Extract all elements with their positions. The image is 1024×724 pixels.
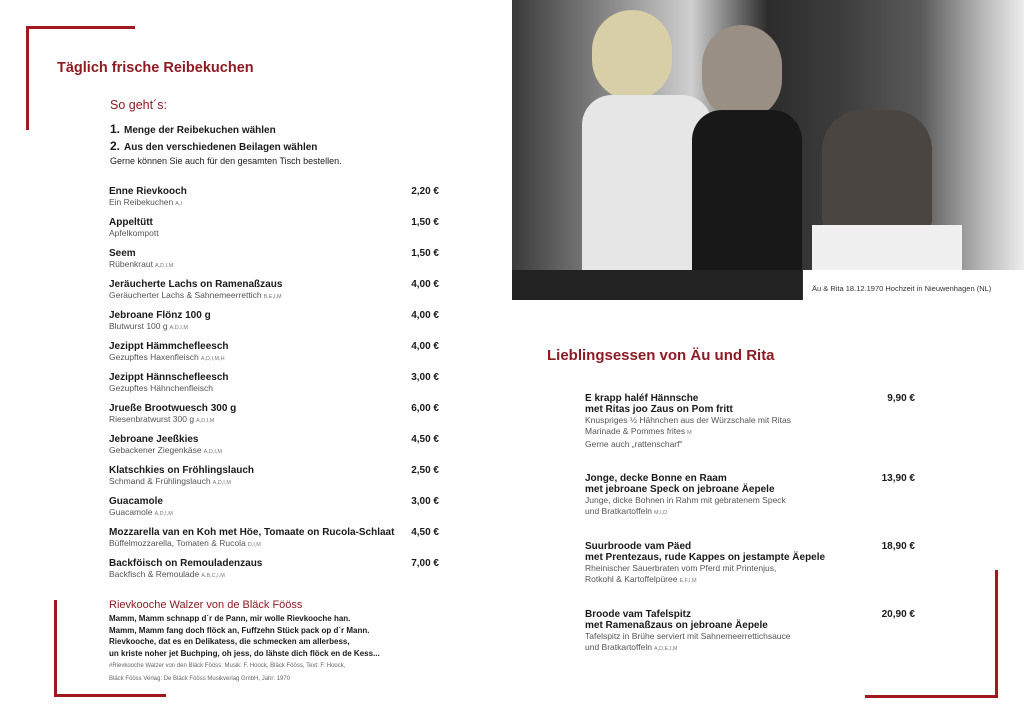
menu-item — [109, 341, 439, 372]
photo-table — [812, 225, 962, 270]
item-name: Broode vam Tafelspitz — [585, 609, 691, 620]
lyric-line: Mamm, Mamm schnapp d´r de Pann, mir wolle Rievkooche han. — [109, 614, 351, 623]
item-description: Junge, dicke Bohnen in Rahm mit gebratenem Speck — [585, 495, 786, 505]
corner-bracket — [54, 694, 166, 697]
item-price: 3,00 € — [411, 496, 439, 507]
photo-figure — [702, 25, 782, 120]
item-description: Gerne auch „rattenscharf“ — [585, 439, 683, 449]
item-allergens: A,D,I,M,H — [200, 356, 225, 362]
item-subtitle: met jebroane Speck on jebroane Äepele — [585, 484, 775, 495]
item-description: Rheinischer Sauerbraten vom Pferd mit Printenjus, — [585, 563, 777, 573]
item-price: 9,90 € — [887, 393, 915, 404]
item-description: Guacamole — [109, 507, 153, 517]
item-allergens: A,D,I,M — [169, 325, 188, 331]
song-lyrics — [109, 599, 409, 685]
section-title-lieblingsessen: Lieblingsessen von Äu und Rita — [547, 347, 775, 364]
step-text: Aus den verschiedenen Beilagen wählen — [124, 142, 318, 153]
item-name: Jezippt Hämmchefleesch — [109, 341, 229, 352]
corner-bracket — [54, 600, 57, 697]
item-description: Backfisch & Remoulade — [109, 569, 200, 579]
corner-bracket — [995, 570, 998, 698]
item-price: 4,00 € — [411, 310, 439, 321]
item-price: 4,50 € — [411, 434, 439, 445]
photo-figure — [692, 110, 802, 270]
song-credits: Bläck Fööss Verlag: De Bläck Fööss Musikverlag GmbH, Jahr: 1970 — [109, 676, 291, 682]
item-allergens: M,I,D — [653, 510, 668, 516]
item-price: 1,50 € — [411, 248, 439, 259]
menu-item — [585, 473, 915, 519]
item-allergens: B,E,I,M — [263, 294, 282, 300]
step-number: 2. — [110, 139, 121, 153]
lyric-line: un kriste noher jet Buchping, oh jess, do lähste dich flöck en de Kess... — [109, 648, 380, 658]
item-allergens: A,D,I,M — [154, 511, 173, 517]
item-name: Klatschkies on Fröhlingslauch — [109, 465, 255, 476]
item-name: Jeräucherte Lachs on Ramenaßzaus — [109, 279, 283, 290]
item-subtitle: met Ramenaßzaus on jebroane Äepele — [585, 620, 768, 631]
item-price: 4,00 € — [411, 279, 439, 290]
section-title-reibekuchen: Täglich frische Reibekuchen — [57, 60, 254, 76]
corner-bracket — [27, 26, 135, 29]
item-allergens: A,D,I,M — [196, 418, 215, 424]
item-name: Jonge, decke Bonne en Raam — [585, 473, 727, 484]
item-allergens: A,D,I,M — [154, 263, 174, 269]
item-description: Knuspriges ½ Hähnchen aus der Würzschale mit Ritas — [585, 415, 791, 425]
song-credits: #Rievkooche Walzer von den Bläck Fööss: Musik: F. Hoock, Bläck Fööss, Text: F. Hoock, — [109, 663, 346, 669]
lyric-line: Mamm, Mamm fang doch flöck an, Fuffzehn Stück pack op d´r Mann. — [109, 625, 370, 635]
item-price: 2,20 € — [411, 186, 439, 197]
item-name: Enne Rievkooch — [109, 186, 187, 197]
menu-item — [109, 434, 439, 465]
item-name: Appeltütt — [109, 217, 153, 228]
item-description: Apfelkompott — [109, 228, 159, 238]
item-name: Jebroane Jeeßkies — [109, 434, 199, 445]
corner-bracket — [26, 26, 29, 130]
menu-item — [109, 465, 439, 496]
item-name: Jebroane Flönz 100 g — [109, 310, 211, 321]
item-price: 7,00 € — [411, 558, 439, 569]
menu-item — [585, 609, 915, 655]
item-allergens: A,D,I,M — [203, 449, 222, 455]
item-price: 20,90 € — [881, 609, 915, 620]
item-description: und Bratkartoffeln — [585, 642, 652, 652]
item-allergens: A,B,C,I,M — [201, 573, 225, 579]
item-description: Riesenbratwurst 300 g — [109, 414, 195, 424]
item-description: Büffelmozzarella, Tomaten & Rucola — [109, 538, 246, 548]
item-description: Schmand & Frühlingslauch — [109, 476, 211, 486]
item-price: 3,00 € — [411, 372, 439, 383]
item-description: Ein Reibekuchen — [109, 197, 174, 207]
item-allergens: A,D,I,M — [212, 480, 231, 486]
how-to — [110, 98, 450, 166]
item-description: Marinade & Pommes frites — [585, 426, 686, 436]
item-subtitle: met Ritas joo Zaus on Pom fritt — [585, 404, 733, 415]
howto-note: Gerne können Sie auch für den gesamten Tisch bestellen. — [110, 156, 342, 166]
item-allergens: E,F,I,M — [679, 578, 697, 584]
menu-item — [109, 217, 439, 248]
reibekuchen-menu-list — [109, 186, 439, 589]
step-number: 1. — [110, 122, 121, 136]
item-name: Suurbroode vam Päed — [585, 541, 692, 552]
photo-figure — [592, 10, 672, 100]
menu-item — [585, 541, 915, 587]
item-description: Gezupftes Haxenfleisch — [109, 352, 199, 362]
menu-item — [109, 527, 439, 558]
corner-bracket — [865, 695, 998, 698]
item-description: und Bratkartoffeln — [585, 506, 652, 516]
menu-item — [109, 372, 439, 403]
item-subtitle: met Prentezaus, rude Kappes on jestampte Äepele — [585, 552, 826, 563]
item-description: Rübenkraut — [109, 259, 153, 269]
item-name: Jezippt Hännschefleesch — [109, 372, 229, 383]
menu-item — [109, 403, 439, 434]
menu-item — [109, 279, 439, 310]
item-name: Seem — [109, 248, 136, 259]
howto-heading: So geht´s: — [110, 98, 167, 112]
lyric-line: Rievkooche, dat es en Delikatess, die schmecken am allerbess, — [109, 637, 350, 646]
item-price: 13,90 € — [881, 473, 915, 484]
item-price: 1,50 € — [411, 217, 439, 228]
item-name: Backföisch on Remouladenzaus — [109, 558, 263, 569]
item-price: 18,90 € — [881, 541, 915, 552]
song-title: Rievkooche Walzer von de Bläck Fööss — [109, 599, 303, 611]
wedding-photo — [512, 0, 1024, 300]
item-description: Tafelspitz in Brühe serviert mit Sahnemeerrettichsauce — [585, 631, 791, 641]
step-2 — [110, 139, 450, 153]
menu-item — [109, 248, 439, 279]
item-price: 6,00 € — [411, 403, 439, 414]
menu-item — [585, 393, 915, 451]
lieblingsessen-menu-list — [585, 393, 915, 677]
step-1 — [110, 122, 450, 136]
item-name: Mozzarella van en Koh met Höe, Tomaate on Rucola-Schlaat — [109, 527, 395, 538]
photo-caption: Äu & Rita 18.12.1970 Hochzeit in Nieuwenhagen (NL) — [803, 270, 1024, 302]
menu-item — [109, 496, 439, 527]
step-text: Menge der Reibekuchen wählen — [124, 125, 276, 136]
item-description: Rotkohl & Kartoffelpüree — [585, 574, 678, 584]
menu-item — [109, 558, 439, 589]
menu-item — [109, 310, 439, 341]
item-price: 4,00 € — [411, 341, 439, 352]
item-description: Blutwurst 100 g — [109, 321, 168, 331]
item-description: Geräucherter Lachs & Sahnemeerrettich — [109, 290, 262, 300]
menu-item — [109, 186, 439, 217]
item-price: 4,50 € — [411, 527, 439, 538]
item-description: Gezupftes Hähnchenfleisch — [109, 383, 213, 393]
photo-flowers — [512, 270, 802, 300]
item-name: E krapp haléf Hännsche — [585, 393, 699, 404]
item-allergens: M — [687, 430, 692, 436]
item-name: Jrueße Brootwuesch 300 g — [109, 403, 237, 414]
item-description: Gebackener Ziegenkäse — [109, 445, 202, 455]
photo-kettle — [822, 110, 932, 230]
item-allergens: A,I — [175, 201, 182, 207]
item-allergens: D,I,M — [247, 542, 261, 548]
item-allergens: A,D,E,I,M — [653, 646, 678, 652]
item-price: 2,50 € — [411, 465, 439, 476]
item-name: Guacamole — [109, 496, 163, 507]
